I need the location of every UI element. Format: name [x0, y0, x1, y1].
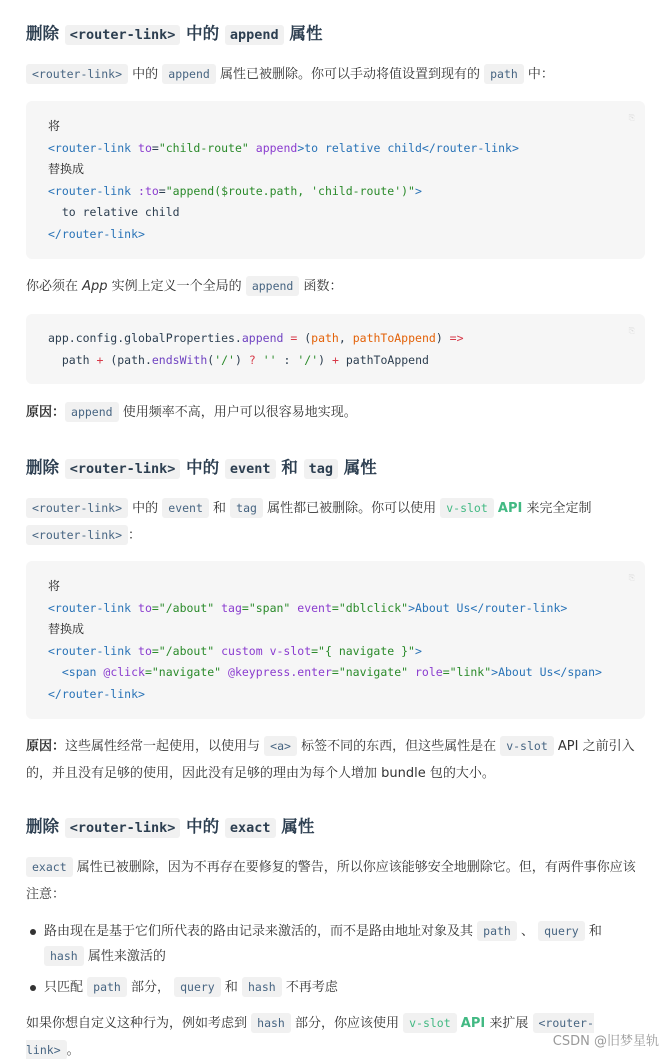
inline-code: append [65, 402, 119, 422]
reason-label: 原因： [26, 739, 66, 754]
inline-code: v-slot [403, 1013, 457, 1033]
inline-code: <router-link> [26, 1013, 594, 1059]
text: ： [128, 528, 142, 543]
paragraph [26, 61, 645, 88]
section-heading-exact [26, 814, 314, 841]
code-line: path + (path.endsWith('/') ? '' : '/') + pathToAppend [48, 352, 429, 367]
code-line: <router-link :to="append($route.path, 'child-route')"> [48, 183, 422, 198]
section-heading-append [26, 21, 322, 48]
inline-code: path [484, 64, 524, 84]
heading-code: exact [225, 818, 276, 838]
heading-code: <router-link> [65, 459, 181, 479]
text: 如果你想自定义这种行为，例如考虑到 [26, 1016, 252, 1031]
text: 属性已被删除。你可以手动将值设置到现有的 [215, 67, 485, 82]
copy-icon[interactable]: ⎘ [628, 326, 635, 335]
code-line: <router-link to="child-route" append>to relative child</router-link> [48, 140, 519, 155]
code-line: </router-link> [48, 686, 145, 701]
text: API 之前引入的，并且没有足够的使用，因此没有足够的理由为每个人增加 bundle 包的大小。 [26, 739, 635, 781]
inline-code: path [87, 977, 127, 997]
list-item: 路由现在是基于它们所代表的路由记录来激活的，而不是路由地址对象及其 path 、 query 和 hash 属性来激活的 [26, 919, 645, 969]
code-block [26, 561, 645, 719]
inline-code: event [162, 498, 209, 518]
copy-icon[interactable]: ⎘ [628, 573, 635, 582]
code-line: <router-link to="/about" custom v-slot="{ navigate }"> [48, 643, 422, 658]
paragraph [26, 273, 645, 300]
text: 属性已被删除，因为不再存在要修复的警告，所以你应该能够安全地删除它。但，有两件事你应该注意： [26, 860, 636, 902]
text: 函数： [299, 279, 343, 294]
code-block [26, 101, 645, 259]
inline-code: query [538, 921, 585, 941]
text: 这些属性经常一起使用，以使用与 [65, 739, 265, 754]
list-item: 只匹配 path 部分， query 和 hash 不再考虑 [26, 975, 645, 1000]
text: 来扩展 [485, 1016, 533, 1031]
text: 部分，你应该使用 [290, 1016, 404, 1031]
heading-text: 删除 [26, 817, 59, 836]
inline-code: query [174, 977, 221, 997]
copy-icon[interactable]: ⎘ [628, 113, 635, 122]
code-line: 替换成 [48, 622, 85, 637]
paragraph [26, 495, 645, 549]
text: 和 [208, 501, 231, 516]
inline-code: <a> [264, 736, 297, 756]
text: 实例上定义一个全局的 [107, 279, 246, 294]
paragraph [26, 854, 645, 908]
inline-code: <router-link> [26, 64, 128, 84]
inline-code: v-slot [500, 736, 554, 756]
watermark: CSDN @旧梦星轨 [552, 1034, 659, 1049]
inline-code: <router-link> [26, 498, 128, 518]
heading-code: <router-link> [65, 25, 181, 45]
code-line: app.config.globalProperties.append = (path, pathToAppend) => [48, 331, 464, 345]
reason-paragraph [26, 399, 645, 426]
inline-code: hash [44, 946, 84, 966]
code-line: 替换成 [48, 162, 85, 177]
heading-text: 删除 [26, 458, 59, 477]
reason-label: 原因： [26, 405, 66, 420]
heading-text: 和 [281, 458, 298, 477]
code-block [26, 314, 645, 384]
bullet-list [26, 919, 645, 1006]
code-line: <span @click="navigate" @keypress.enter="navigate" role="link">About Us</span> [48, 665, 602, 680]
code-line: to relative child [48, 205, 180, 220]
heading-text: 中的 [186, 24, 220, 43]
text: 中： [523, 67, 554, 82]
heading-text: 中的 [186, 458, 220, 477]
api-link[interactable]: API [497, 501, 523, 516]
inline-code: exact [26, 857, 73, 877]
heading-code: tag [304, 459, 338, 479]
inline-code: v-slot [440, 498, 494, 518]
inline-code: hash [242, 977, 282, 997]
code-line: 将 [48, 119, 61, 133]
code-line: <router-link to="/about" tag="span" event="dblclick">About Us</router-link> [48, 600, 568, 615]
reason-paragraph [26, 733, 645, 787]
heading-code: event [225, 459, 276, 479]
heading-code: <router-link> [65, 818, 181, 838]
heading-code: append [225, 25, 284, 45]
inline-code: hash [251, 1013, 291, 1033]
text: 你必须在 [26, 279, 83, 294]
heading-text: 属性 [289, 24, 323, 43]
inline-code: tag [230, 498, 263, 518]
text: 标签不同的东西，但这些属性是在 [296, 739, 501, 754]
heading-text: 中的 [186, 817, 220, 836]
text: 中的 [128, 67, 163, 82]
code-line: </router-link> [48, 226, 145, 241]
inline-code: append [162, 64, 216, 84]
api-link[interactable]: API [460, 1016, 486, 1031]
heading-text: 属性 [281, 817, 315, 836]
text: 使用频率不高，用户可以很容易地实现。 [118, 405, 357, 420]
heading-text: 属性 [343, 458, 377, 477]
heading-text: 删除 [26, 24, 59, 43]
text: 。 [66, 1043, 80, 1058]
inline-code: append [246, 276, 300, 296]
inline-code: <router-link> [26, 525, 128, 545]
text: 属性都已被删除。你可以使用 [262, 501, 441, 516]
text: 来完全定制 [522, 501, 592, 516]
text-emphasis: App [82, 279, 108, 294]
code-line: 将 [48, 579, 61, 593]
text: 中的 [128, 501, 163, 516]
section-heading-event-tag [26, 455, 377, 482]
inline-code: path [477, 921, 517, 941]
